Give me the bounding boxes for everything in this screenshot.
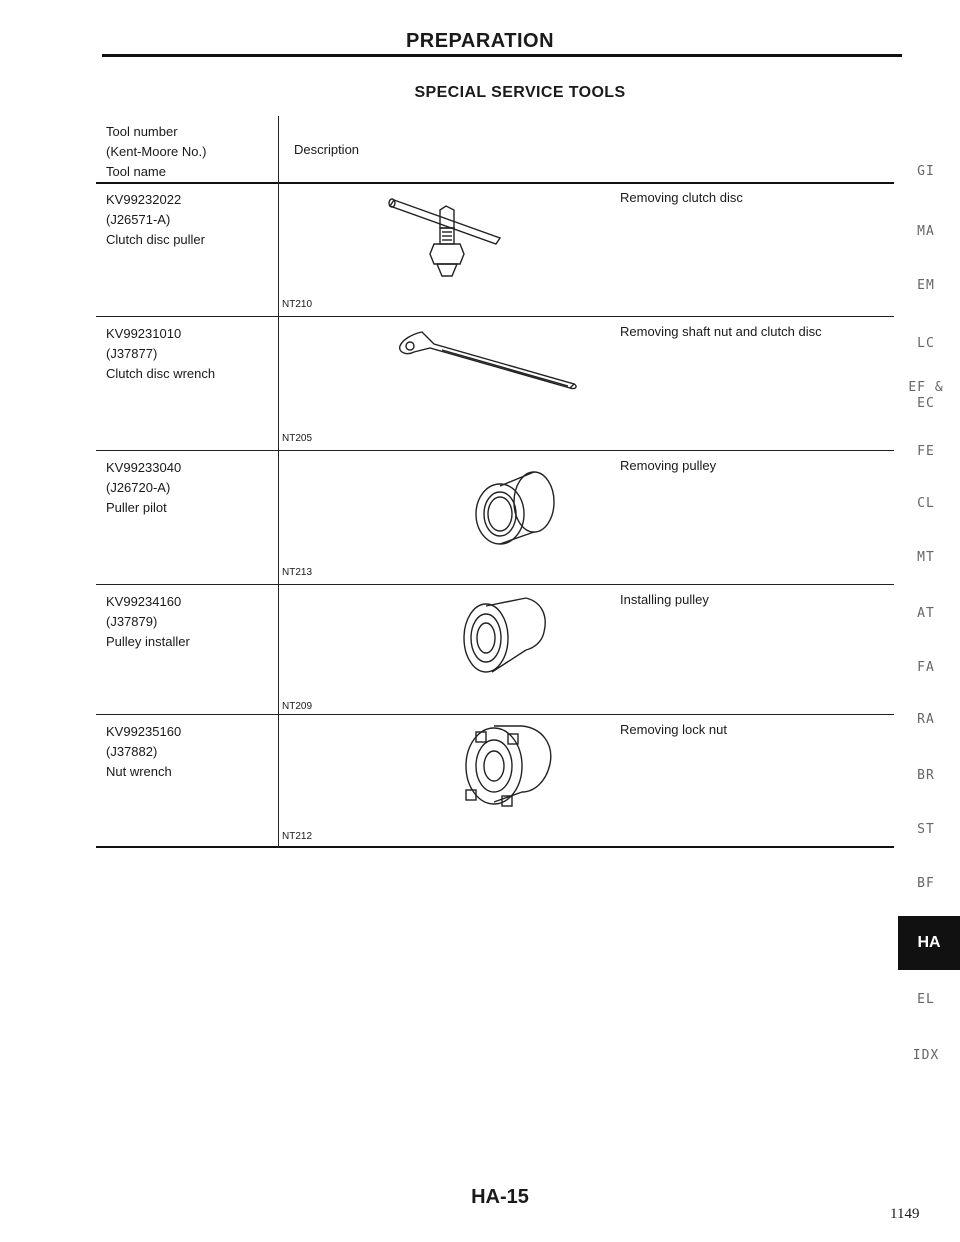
tool-description: Removing shaft nut and clutch disc [620, 324, 822, 339]
kent-moore-number: (J26571-A) [106, 212, 171, 227]
section-tab-at[interactable]: AT [917, 606, 935, 621]
header-col-description: Description [294, 142, 360, 157]
section-tab-gi[interactable]: GI [917, 164, 935, 179]
row-rule [96, 584, 894, 585]
title-rule [102, 54, 902, 57]
table-header [96, 116, 894, 182]
section-tab-ef-ec[interactable]: EF & EC [908, 380, 944, 411]
section-tab-br[interactable]: BR [917, 768, 935, 783]
header-col-tool: Tool number (Kent-Moore No.) Tool name [106, 124, 207, 179]
kent-moore-number: (J37882) [106, 744, 158, 759]
page-subtitle: SPECIAL SERVICE TOOLS [414, 84, 626, 101]
tool-number: KV99233040 [106, 460, 182, 475]
tool-name: Pulley installer [106, 634, 190, 649]
table-row [96, 318, 894, 450]
row-rule [96, 316, 894, 317]
figure-code: NT212 [282, 831, 313, 842]
tool-description: Removing lock nut [620, 722, 727, 737]
tool-name: Clutch disc wrench [106, 366, 216, 381]
kent-moore-number: (J37879) [106, 614, 158, 629]
table-row [96, 716, 894, 848]
figure-code: NT210 [282, 299, 313, 310]
section-tab-mt[interactable]: MT [917, 550, 935, 565]
tool-name: Puller pilot [106, 500, 167, 515]
section-tab-fe[interactable]: FE [917, 444, 935, 459]
section-tab-ra[interactable]: RA [917, 712, 935, 727]
tool-number: KV99234160 [106, 594, 182, 609]
section-tab-lc[interactable]: LC [917, 336, 935, 351]
section-tab-ha-active[interactable]: HA [898, 916, 960, 970]
row-rule [96, 714, 894, 715]
tool-description: Removing pulley [620, 458, 717, 473]
clutch-disc-wrench-icon [382, 322, 612, 422]
section-tab-em[interactable]: EM [917, 278, 935, 293]
page-count: 1149 [890, 1206, 920, 1222]
page-title: PREPARATION [405, 30, 555, 52]
tool-name: Clutch disc puller [106, 232, 205, 247]
row-rule [96, 450, 894, 451]
kent-moore-number: (J26720-A) [106, 480, 171, 495]
tool-name: Nut wrench [106, 764, 172, 779]
section-tab-idx[interactable]: IDX [912, 1048, 940, 1063]
clutch-disc-puller-icon [382, 188, 612, 288]
tool-description: Installing pulley [620, 592, 709, 607]
nut-wrench-icon [382, 720, 612, 820]
tool-number: KV99232022 [106, 192, 182, 207]
tool-number: KV99231010 [106, 326, 182, 341]
kent-moore-number: (J37877) [106, 346, 158, 361]
figure-code: NT209 [282, 701, 313, 712]
tool-description: Removing clutch disc [620, 190, 743, 205]
figure-code: NT205 [282, 433, 313, 444]
section-tab-fa[interactable]: FA [917, 660, 935, 675]
column-divider [278, 116, 279, 848]
section-tab-st[interactable]: ST [917, 822, 935, 837]
section-tab-cl[interactable]: CL [917, 496, 935, 511]
table-row [96, 184, 894, 316]
tool-number: KV99235160 [106, 724, 182, 739]
table-bottom-rule [96, 846, 894, 848]
page-number: HA-15 [471, 1186, 529, 1208]
pulley-installer-icon [382, 590, 612, 690]
table-row [96, 586, 894, 718]
figure-code: NT213 [282, 567, 313, 578]
section-tab-ma[interactable]: MA [917, 224, 935, 239]
puller-pilot-icon [382, 456, 612, 556]
section-tab-el[interactable]: EL [917, 992, 935, 1007]
section-tab-bf[interactable]: BF [917, 876, 935, 891]
table-row [96, 452, 894, 584]
